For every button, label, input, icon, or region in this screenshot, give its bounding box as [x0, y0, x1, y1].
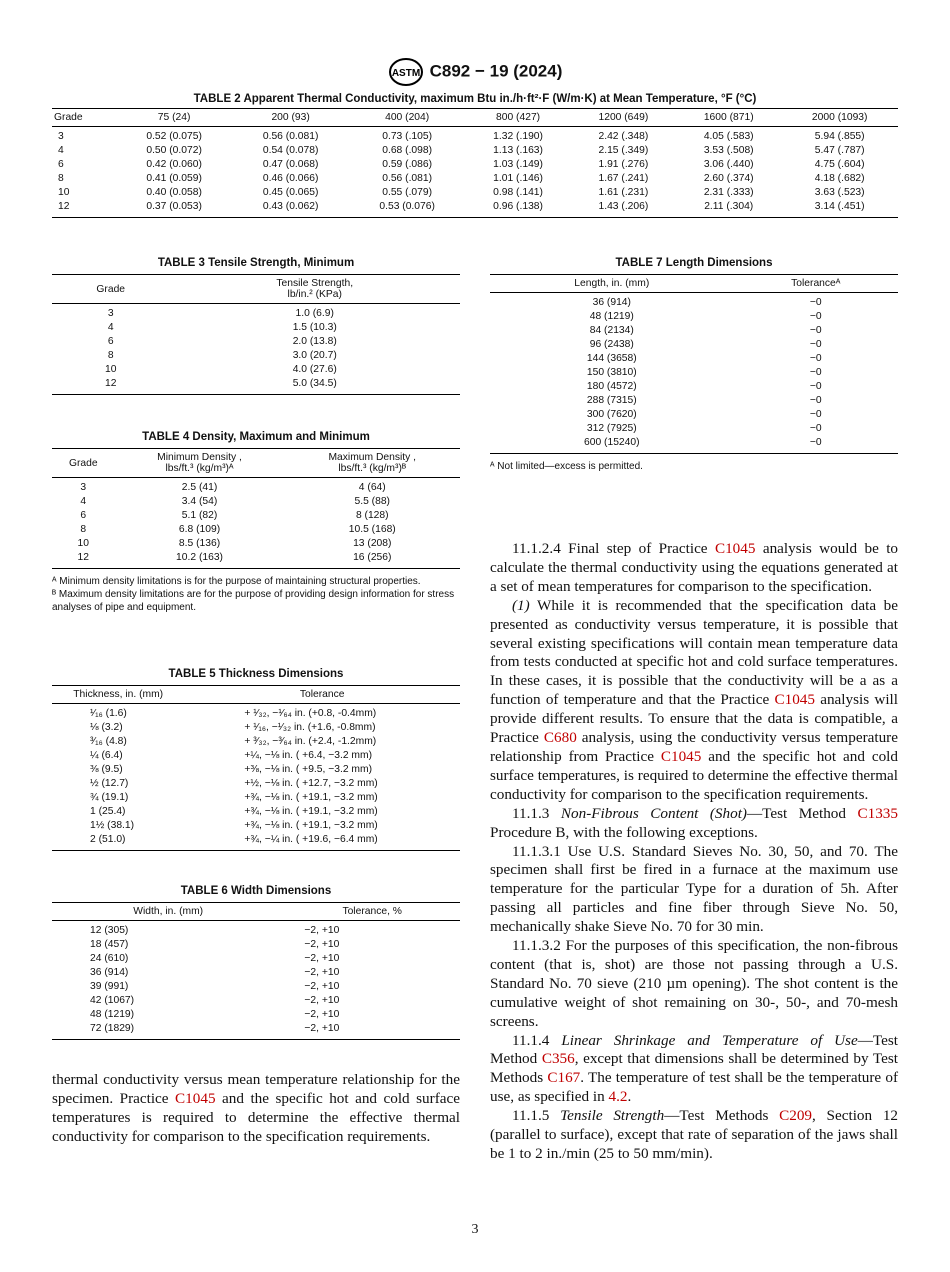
- table-row: [52, 805, 460, 819]
- table-cell: −0: [809, 339, 822, 350]
- page-number: 3: [471, 1222, 479, 1237]
- table-cell: 39 (991): [90, 981, 129, 992]
- table-cell: 18 (457): [90, 939, 129, 950]
- table-row: [52, 363, 460, 377]
- page-header: [0, 57, 950, 87]
- table-cell: 42 (1067): [90, 995, 135, 1006]
- table-cell: 5.5 (88): [354, 496, 390, 507]
- table-row: [52, 833, 460, 851]
- table-row: [52, 721, 460, 735]
- table-4: [52, 431, 460, 614]
- table-cell: −2, +10: [304, 995, 340, 1006]
- text-run: —Test Method: [746, 804, 858, 822]
- table-cell: 96 (2438): [589, 339, 634, 350]
- table-cell: 2.0 (13.8): [292, 336, 337, 347]
- table-cell: 0.54 (0.078): [262, 145, 319, 156]
- column-header: Length, in. (mm): [490, 275, 734, 293]
- table-row: [52, 335, 460, 349]
- table-cell: 1.01 (.146): [493, 173, 543, 184]
- table-cell: 84 (2134): [589, 325, 634, 336]
- footnote: ᴬ Minimum density limitations is for the purpose of maintaining structural properties.: [52, 576, 421, 587]
- table-cell: 12: [52, 200, 116, 218]
- table-cell: 3: [107, 308, 114, 319]
- text-run: analysis would be to calculate the thermal conductivity using the equations generated at a set of mean temperatures for comparison to the specification.: [490, 540, 899, 595]
- table-cell: 0.96 (.138): [465, 200, 570, 218]
- column-header: Tensile Strength, lb/in.² (KPa): [169, 275, 460, 304]
- table-cell: 4.0 (27.6): [292, 364, 337, 375]
- table-row: [490, 310, 898, 324]
- text-run: While it is recommended that the specification data be presented as conductivity versus temperature, it is possible that several existing specifications will contain mean temperature data from tests conducted at specific hot and cold surface temperatures. In these cases, it is possible that the conductivity will be a as a function of temperature and that the Practice: [490, 596, 898, 709]
- table-title: TABLE 5 Thickness Dimensions: [168, 668, 344, 680]
- table-cell: 0.47 (0.068): [262, 159, 319, 170]
- table-row: [490, 422, 898, 436]
- svg-text:ASTM: ASTM: [391, 68, 420, 79]
- table-row: [52, 200, 898, 218]
- astm-logo-icon: [388, 57, 424, 87]
- text-run: 11.1.2.4 Final step of Practice: [512, 540, 715, 557]
- table-cell: 3.53 (.508): [703, 145, 754, 156]
- table-cell: 12: [52, 551, 115, 569]
- table-cell: −0: [809, 311, 822, 322]
- table-row: [52, 349, 460, 363]
- table-cell: −0: [809, 325, 822, 336]
- table-row: [52, 704, 460, 722]
- table-cell: ½ (12.7): [90, 778, 129, 789]
- table-cell: ¼ (6.4): [90, 750, 123, 761]
- table-cell: 48 (1219): [589, 311, 634, 322]
- table-cell: + ¹⁄₁₆, −¹⁄₃₂ in. (+1.6, -0.8mm): [244, 722, 376, 733]
- text-run: , Section 12 (parallel to surface), except that rate of separation of the jaws shall be 1 to 2 in./min (25 to 50 mm/min).: [490, 1107, 899, 1162]
- table-row: [52, 144, 898, 158]
- table-cell: 5.1 (82): [181, 510, 218, 521]
- paragraph: [490, 843, 898, 938]
- paragraph: [490, 540, 898, 597]
- table-row: [52, 735, 460, 749]
- text-run: 11.1.3: [512, 804, 561, 822]
- table-cell: 1.13 (.163): [493, 145, 543, 156]
- table-cell: −0: [809, 367, 822, 378]
- table-row: [52, 921, 460, 939]
- text-run: 11.1.5: [512, 1107, 561, 1125]
- table-row: [490, 324, 898, 338]
- table-cell: 1.32 (.190): [493, 131, 543, 142]
- table-cell: 10.2 (163): [115, 551, 285, 569]
- table-cell: ⅛ (3.2): [90, 722, 123, 733]
- table-cell: 2.5 (41): [181, 482, 218, 493]
- table-cell: 5.0 (34.5): [169, 377, 460, 395]
- table-cell: 3: [58, 131, 64, 142]
- table-cell: 8 (128): [355, 510, 389, 521]
- table-row: [490, 338, 898, 352]
- left-body-text: [52, 1071, 460, 1147]
- table-cell: 10: [77, 538, 89, 549]
- table-cell: 2.60 (.374): [703, 173, 754, 184]
- table-cell: +¾, −⅛ in. ( +19.1, −3.2 mm): [244, 806, 378, 817]
- text-run: (1): [512, 596, 530, 614]
- table-cell: 10: [104, 364, 117, 375]
- table-row: [490, 436, 898, 454]
- table-row: [52, 777, 460, 791]
- text-run: 11.1.3.2 For the purposes of this specification, the non-fibrous content (that is, shot) are those not passing through a U.S. Standard No. 70 sieve (210 µm opening). The shot content is the cumulative weight of shot remaining on 30-, 50-, and 70-mesh screens.: [490, 937, 898, 1030]
- table-cell: 0.56 (0.081): [262, 131, 319, 142]
- table-row: [52, 1022, 460, 1040]
- table-cell: 0.43 (0.062): [232, 200, 349, 218]
- table-row: [52, 980, 460, 994]
- table-cell: 13 (208): [353, 538, 392, 549]
- table-cell: 0.56 (.081): [382, 173, 433, 184]
- table-row: [52, 321, 460, 335]
- table-cell: 8: [58, 173, 64, 184]
- table-row: [52, 478, 460, 496]
- table-cell: 1.67 (.241): [598, 173, 649, 184]
- table-cell: 4 (64): [358, 482, 386, 493]
- table-title: TABLE 6 Width Dimensions: [180, 885, 332, 897]
- table-row: [52, 304, 460, 322]
- text-run: Tensile Strength: [560, 1107, 665, 1125]
- table-cell: 600 (15240): [490, 436, 734, 454]
- table-cell: 3.0 (20.7): [292, 350, 337, 361]
- column-header: 200 (93): [232, 109, 349, 127]
- table-cell: 3.4 (54): [181, 496, 218, 507]
- text-run: Procedure B, with the following exceptions.: [490, 823, 758, 841]
- paragraph: [490, 597, 898, 805]
- text-run: .: [627, 1088, 632, 1106]
- table-cell: 48 (1219): [90, 1009, 135, 1020]
- table-cell: ³⁄₁₆ (4.8): [90, 736, 127, 747]
- table-cell: 10.5 (168): [348, 524, 396, 535]
- table-title: TABLE 7 Length Dimensions: [615, 257, 773, 269]
- table-cell: −0: [809, 409, 822, 420]
- table-cell: + ¹⁄₃₂, −¹⁄₆₄ in. (+0.8, -0.4mm): [244, 708, 377, 719]
- table-cell: 0.45 (0.065): [262, 187, 319, 198]
- table-cell: 4: [107, 322, 114, 333]
- table-cell: −2, +10: [304, 967, 340, 978]
- reference-link[interactable]: C680: [543, 729, 577, 747]
- table-cell: −0: [809, 423, 822, 434]
- table-cell: 2.15 (.349): [598, 145, 649, 156]
- column-header: 800 (427): [465, 109, 570, 127]
- table-cell: 150 (3810): [586, 367, 637, 378]
- table-row: [52, 763, 460, 777]
- column-header: Toleranceᴬ: [734, 275, 898, 293]
- table-cell: 2.11 (.304): [676, 200, 781, 218]
- table-cell: 24 (610): [90, 953, 129, 964]
- table-cell: 4: [58, 145, 64, 156]
- table-cell: 312 (7925): [586, 423, 637, 434]
- table-cell: + ³⁄₃₂, −³⁄₆₄ in. (+2.4, -1.2mm): [244, 736, 377, 747]
- table-cell: 1 (25.4): [90, 806, 126, 817]
- column-header: Maximum Density , lbs/ft.³ (kg/m³)ᴮ: [285, 449, 460, 478]
- table-cell: ⅜ (9.5): [90, 764, 123, 775]
- table-cell: 1.61 (.231): [598, 187, 649, 198]
- reference-link[interactable]: C1045: [660, 747, 702, 765]
- column-header: 400 (204): [349, 109, 466, 127]
- table-row: [490, 293, 898, 311]
- table-cell: 0.98 (.141): [493, 187, 543, 198]
- table-cell: ¾ (19.1): [90, 792, 129, 803]
- table-cell: 12 (305): [90, 925, 129, 936]
- table-row: [52, 509, 460, 523]
- table-row: [490, 366, 898, 380]
- table-cell: 2 (51.0): [52, 833, 184, 851]
- text-run: , except that dimensions shall be determined by Test Methods: [490, 1050, 898, 1087]
- column-header: 2000 (1093): [781, 109, 898, 127]
- footnote: ᴮ Maximum density limitations are for the purpose of providing design information for stress analyses of pipe and equipment.: [52, 589, 455, 613]
- reference-link[interactable]: C1045: [774, 691, 815, 709]
- table-cell: 2.42 (.348): [598, 131, 649, 142]
- table-cell: 3: [80, 482, 87, 493]
- table-cell: 36 (914): [592, 297, 631, 308]
- table-row: [52, 938, 460, 952]
- table-cell: ¹⁄₁₆ (1.6): [90, 708, 127, 719]
- table-cell: 0.40 (0.058): [146, 187, 202, 198]
- text-run: . The temperature of test shall be the temperature of use, as specified in: [490, 1069, 899, 1106]
- column-header: Grade: [52, 109, 116, 127]
- table-cell: 12: [52, 377, 169, 395]
- table-row: [52, 749, 460, 763]
- table-cell: 8: [107, 350, 114, 361]
- column-header: 75 (24): [116, 109, 233, 127]
- table-2: [52, 93, 898, 218]
- table-cell: 0.53 (0.076): [349, 200, 466, 218]
- paragraph: [490, 937, 898, 1032]
- table-cell: 72 (1829): [52, 1022, 284, 1040]
- table-cell: +¾, −¼ in. ( +19.6, −6.4 mm): [184, 833, 460, 851]
- paragraph: [490, 1107, 898, 1164]
- table-cell: 4.18 (.682): [814, 173, 865, 184]
- table-cell: −2, +10: [304, 953, 340, 964]
- table-title: TABLE 4 Density, Maximum and Minimum: [142, 431, 370, 443]
- table-cell: 5.94 (.855): [814, 131, 865, 142]
- text-run: —Test Methods: [664, 1107, 780, 1125]
- table-cell: 0.42 (0.060): [146, 159, 202, 170]
- table-row: [52, 819, 460, 833]
- column-header: Tolerance: [184, 686, 460, 704]
- table-row: [52, 186, 898, 200]
- table-cell: 0.68 (.098): [382, 145, 433, 156]
- table-5: [52, 668, 460, 851]
- table-cell: +¼, −⅛ in. ( +6.4, −3.2 mm): [244, 750, 373, 761]
- table-cell: −2, +10: [304, 981, 340, 992]
- table-cell: 0.46 (0.066): [262, 173, 319, 184]
- text-run: analysis, using the conductivity versus temperature relationship from Practice: [490, 729, 898, 765]
- text-run: and the specific hot and cold surface temperatures, is required to determine the effective thermal conductivity for comparison to the specification requirements.: [490, 747, 898, 803]
- table-cell: −2, +10: [304, 939, 340, 950]
- table-row: [52, 994, 460, 1008]
- text-run: Non-Fibrous Content (Shot): [560, 804, 747, 822]
- column-header: Minimum Density , lbs/ft.³ (kg/m³)ᴬ: [115, 449, 285, 478]
- table-cell: −0: [809, 353, 822, 364]
- table-cell: +¾, −⅛ in. ( +19.1, −3.2 mm): [244, 792, 378, 803]
- paragraph: [490, 1032, 898, 1108]
- table-cell: 0.55 (.079): [382, 187, 433, 198]
- table-cell: 288 (7315): [586, 395, 637, 406]
- table-cell: 6.8 (109): [178, 524, 221, 535]
- table-row: [52, 172, 898, 186]
- table-cell: 0.73 (.105): [382, 131, 433, 142]
- table-cell: −0: [734, 436, 898, 454]
- table-row: [490, 408, 898, 422]
- designation: C892 − 19 (2024): [429, 61, 563, 81]
- table-cell: 2.31 (.333): [703, 187, 754, 198]
- table-cell: −0: [809, 381, 822, 392]
- text-run: 11.1.3.1 Use U.S. Standard Sieves No. 30, 50, and 70. The specimen shall first be fired in a furnace at the maximum use temperature for the particular Type for a duration of 5h. After passing all particles and fine fiber through Sieve No. 50, mechanically shake Sieve No. 70 for 30 min.: [490, 842, 898, 936]
- table-row: [490, 352, 898, 366]
- reference-link[interactable]: C356: [541, 1050, 575, 1068]
- text-run: and the specific hot and cold surface temperatures is required to determine the effective thermal conductivity for comparison to the specification requirements.: [52, 1089, 460, 1145]
- table-7: [490, 257, 898, 473]
- reference-link[interactable]: C1045: [175, 1089, 216, 1107]
- reference-link[interactable]: 4.2: [608, 1088, 628, 1106]
- table-cell: +⅜, −⅛ in. ( +9.5, −3.2 mm): [244, 764, 373, 775]
- table-cell: 0.52 (0.075): [146, 131, 202, 142]
- table-cell: 300 (7620): [586, 409, 637, 420]
- table-title: TABLE 2 Apparent Thermal Conductivity, maximum Btu in./h·ft²·F (W/m·K) at Mean Temperature, °F (°C): [193, 93, 757, 105]
- table-cell: +¾, −⅛ in. ( +19.1, −3.2 mm): [244, 820, 378, 831]
- table-cell: 4: [80, 496, 87, 507]
- text-run: analysis will provide different results. To ensure that the data is compatible, a Practice: [490, 691, 898, 747]
- table-cell: 0.41 (0.059): [146, 173, 202, 184]
- table-row: [52, 523, 460, 537]
- table-cell: 6: [107, 336, 114, 347]
- table-cell: 180 (4572): [586, 381, 637, 392]
- footnote: ᴬ Not limited—excess is permitted.: [490, 461, 643, 472]
- table-row: [52, 495, 460, 509]
- paragraph: [490, 805, 898, 843]
- table-cell: 1.43 (.206): [571, 200, 676, 218]
- table-row: [52, 377, 460, 395]
- table-cell: 0.50 (0.072): [146, 145, 202, 156]
- table-row: [52, 551, 460, 569]
- table-cell: 16 (256): [285, 551, 460, 569]
- right-body-text: [490, 540, 898, 1164]
- text-run: thermal conductivity versus mean temperature relationship for the specimen. Practice: [52, 1071, 460, 1107]
- table-cell: 1.03 (.149): [493, 159, 543, 170]
- table-row: [52, 966, 460, 980]
- column-header: Width, in. (mm): [52, 903, 284, 921]
- table-6: [52, 885, 460, 1040]
- table-cell: 4.05 (.583): [703, 131, 754, 142]
- column-header: Thickness, in. (mm): [52, 686, 184, 704]
- table-cell: −0: [809, 395, 822, 406]
- table-row: [52, 1008, 460, 1022]
- table-cell: −2, +10: [304, 1009, 340, 1020]
- table-cell: 5.47 (.787): [814, 145, 865, 156]
- table-row: [52, 127, 898, 145]
- table-cell: 36 (914): [90, 967, 129, 978]
- table-cell: 3.06 (.440): [703, 159, 754, 170]
- table-cell: 8: [80, 524, 87, 535]
- table-cell: 1.91 (.276): [598, 159, 649, 170]
- text-run: 11.1.4: [512, 1031, 562, 1049]
- table-cell: 0.37 (0.053): [116, 200, 233, 218]
- reference-link[interactable]: C1045: [714, 540, 756, 557]
- table-row: [490, 380, 898, 394]
- table-cell: 144 (3658): [586, 353, 637, 364]
- table-row: [52, 158, 898, 172]
- table-cell: 6: [80, 510, 87, 521]
- table-cell: −2, +10: [284, 1022, 460, 1040]
- table-row: [490, 394, 898, 408]
- table-cell: 3.14 (.451): [781, 200, 898, 218]
- table-title: TABLE 3 Tensile Strength, Minimum: [157, 257, 355, 269]
- column-header: 1200 (649): [571, 109, 676, 127]
- column-header: 1600 (871): [676, 109, 781, 127]
- table-cell: 0.59 (.086): [382, 159, 433, 170]
- table-cell: 10: [58, 187, 70, 198]
- column-header: Grade: [52, 275, 169, 304]
- table-row: [52, 537, 460, 551]
- table-cell: 4.75 (.604): [814, 159, 865, 170]
- table-cell: 8.5 (136): [178, 538, 221, 549]
- text-run: Linear Shrinkage and Temperature of Use: [561, 1031, 858, 1049]
- table-cell: 1½ (38.1): [90, 820, 135, 831]
- text-run: —Test Method: [490, 1031, 898, 1068]
- reference-link[interactable]: C1335: [857, 804, 898, 822]
- paragraph: [52, 1071, 460, 1147]
- table-cell: 1.5 (10.3): [292, 322, 337, 333]
- table-cell: +½, −⅛ in. ( +12.7, −3.2 mm): [244, 778, 378, 789]
- table-3: [52, 257, 460, 395]
- reference-link[interactable]: C167: [547, 1069, 581, 1087]
- column-header: Tolerance, %: [284, 903, 460, 921]
- column-header: Grade: [52, 449, 115, 478]
- table-row: [52, 952, 460, 966]
- table-row: [52, 791, 460, 805]
- table-cell: −2, +10: [304, 925, 340, 936]
- table-cell: 6: [58, 159, 64, 170]
- table-cell: −0: [809, 297, 822, 308]
- table-cell: 1.0 (6.9): [295, 308, 334, 319]
- table-cell: 3.63 (.523): [814, 187, 865, 198]
- reference-link[interactable]: C209: [779, 1107, 813, 1125]
